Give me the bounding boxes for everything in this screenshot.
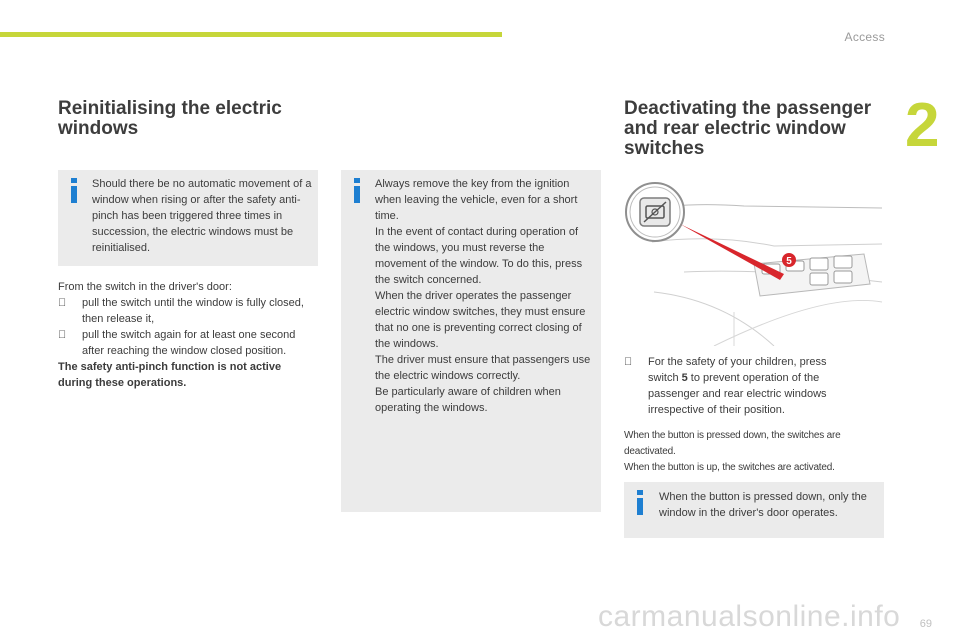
info-icon: [637, 490, 643, 515]
bullet-icon: [58, 327, 82, 359]
left-intro: From the switch in the driver's door:: [58, 281, 232, 293]
left-warning: The safety anti-pinch function is not active during these operations.: [58, 361, 282, 389]
right-title: Deactivating the passenger and rear electric window switches: [624, 98, 872, 159]
list-item: For the safety of your children, press switch 5 to prevent operation of the passenger and rear electric windows irrespective of their position.: [624, 354, 860, 418]
section-title: Access: [844, 30, 885, 44]
right-note-text: When the button is pressed down, only the window in the driver's door operates.: [659, 491, 867, 519]
right-body: [624, 354, 860, 418]
left-title: Reinitialising the electric windows: [58, 98, 282, 139]
right-status-text: When the button is pressed down, the switches are deactivated. When the button is up, the switches are activated.: [624, 430, 841, 473]
info-icon: [354, 178, 360, 203]
left-note-text: Should there be no automatic movement of a window when rising or after the safety anti-pinch has been triggered three times in succession, the electric windows must be reinitialised.: [92, 178, 312, 254]
list-item: pull the switch again for at least one second after reaching the window closed position.: [58, 327, 320, 359]
left-body: [58, 279, 320, 391]
door-switch-illustration: [624, 172, 884, 346]
info-icon: [71, 178, 77, 203]
header-accent-bar: [0, 32, 502, 37]
bullet-icon: [624, 354, 648, 418]
bullet-icon: [58, 295, 82, 327]
watermark: carmanualsonline.info: [598, 600, 901, 633]
callout-label: 5: [786, 256, 792, 267]
page-number: 69: [919, 618, 932, 630]
middle-note-text: Always remove the key from the ignition when leaving the vehicle, even for a short time. In the event of contact during operation of the windows, you must reverse the movement of the window. To do this, press the switch concerned. When the driver operates the passenger electric window switches, they must ensure that no one is preventing correct closing of the windows. The driver must ensure that passengers use the electric windows correctly. Be particularly aware of children when operating the windows.: [375, 178, 591, 414]
list-item: pull the switch until the window is fully closed, then release it,: [58, 295, 320, 327]
chapter-number: 2: [905, 91, 940, 160]
